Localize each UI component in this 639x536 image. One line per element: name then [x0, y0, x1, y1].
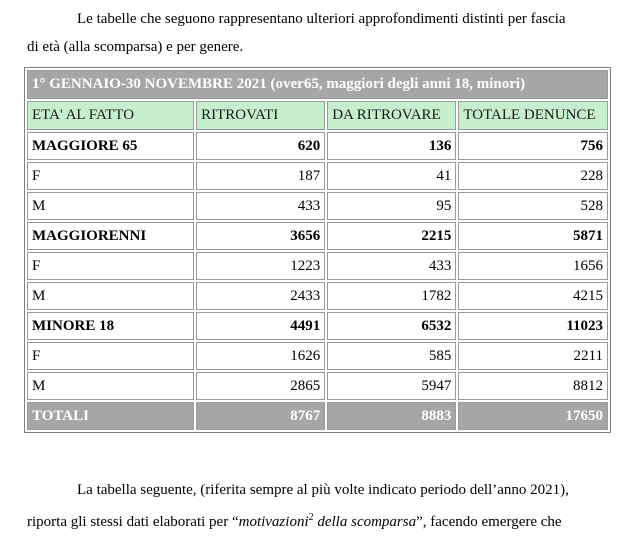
cell-totale: 5871: [458, 222, 608, 250]
table-row: [27, 342, 608, 370]
table-title: 1° GENNAIO-30 NOVEMBRE 2021 (over65, maggiori degli anni 18, minori): [27, 70, 608, 99]
row-label: MINORE 18: [27, 312, 194, 340]
intro-line-2: di età (alla scomparsa) e per genere.: [27, 39, 244, 55]
total-denunce: 17650: [458, 402, 608, 430]
row-label: F: [27, 342, 194, 370]
cell-ritrovati: 1626: [196, 342, 325, 370]
cell-totale: 2211: [458, 342, 608, 370]
row-label: F: [27, 162, 194, 190]
row-label: MAGGIORENNI: [27, 222, 194, 250]
cell-da-ritrovare: 585: [327, 342, 456, 370]
total-da-ritrovare: 8883: [327, 402, 456, 430]
row-label: M: [27, 282, 194, 310]
table-row: [27, 252, 608, 280]
cell-totale: 756: [458, 132, 608, 160]
outro-line-1: La tabella seguente, (riferita sempre al più volte indicato periodo dell’anno 2021),: [77, 482, 569, 498]
table-header-row: [27, 101, 608, 130]
table-row: [27, 372, 608, 400]
cell-ritrovati: 1223: [196, 252, 325, 280]
cell-totale: 528: [458, 192, 608, 220]
cell-totale: 4215: [458, 282, 608, 310]
cell-da-ritrovare: 136: [327, 132, 456, 160]
table-row: [27, 192, 608, 220]
table-title-row: [27, 70, 608, 99]
outro-emphasis: motivazioni: [238, 514, 309, 530]
header-totale-denunce: TOTALE DENUNCE: [458, 101, 608, 130]
footnote-ref: 2: [308, 512, 314, 523]
statistics-table: [24, 67, 611, 433]
table-row: [27, 132, 608, 160]
cell-totale: 11023: [458, 312, 608, 340]
intro-line-1: Le tabelle che seguono rappresentano ulteriori approfondimenti distinti per fascia: [77, 11, 566, 27]
cell-ritrovati: 187: [196, 162, 325, 190]
table-row: [27, 312, 608, 340]
row-label: MAGGIORE 65: [27, 132, 194, 160]
cell-da-ritrovare: 2215: [327, 222, 456, 250]
cell-ritrovati: 433: [196, 192, 325, 220]
cell-ritrovati: 4491: [196, 312, 325, 340]
cell-ritrovati: 3656: [196, 222, 325, 250]
cell-da-ritrovare: 41: [327, 162, 456, 190]
header-ritrovati: RITROVATI: [196, 101, 325, 130]
outro-paragraph: [27, 476, 612, 536]
row-label: M: [27, 372, 194, 400]
table-row: [27, 282, 608, 310]
outro-line-2: [27, 504, 612, 536]
cell-totale: 8812: [458, 372, 608, 400]
cell-da-ritrovare: 1782: [327, 282, 456, 310]
header-da-ritrovare: DA RITROVARE: [327, 101, 456, 130]
table-totals-row: [27, 402, 608, 430]
cell-da-ritrovare: 6532: [327, 312, 456, 340]
outro-emphasis-2: della scomparsa: [313, 514, 417, 530]
cell-ritrovati: 2433: [196, 282, 325, 310]
outro-text-a: riporta gli stessi dati elaborati per “: [27, 514, 239, 530]
row-label: F: [27, 252, 194, 280]
intro-paragraph: [27, 5, 612, 61]
header-eta: ETA' AL FATTO: [27, 101, 194, 130]
totals-label: TOTALI: [27, 402, 194, 430]
table-row: [27, 162, 608, 190]
outro-text-b: ”, facendo emergere che: [416, 514, 562, 530]
total-ritrovati: 8767: [196, 402, 325, 430]
cell-totale: 228: [458, 162, 608, 190]
cell-totale: 1656: [458, 252, 608, 280]
cell-da-ritrovare: 95: [327, 192, 456, 220]
cell-da-ritrovare: 5947: [327, 372, 456, 400]
row-label: M: [27, 192, 194, 220]
table-row: [27, 222, 608, 250]
cell-ritrovati: 2865: [196, 372, 325, 400]
cell-da-ritrovare: 433: [327, 252, 456, 280]
cell-ritrovati: 620: [196, 132, 325, 160]
